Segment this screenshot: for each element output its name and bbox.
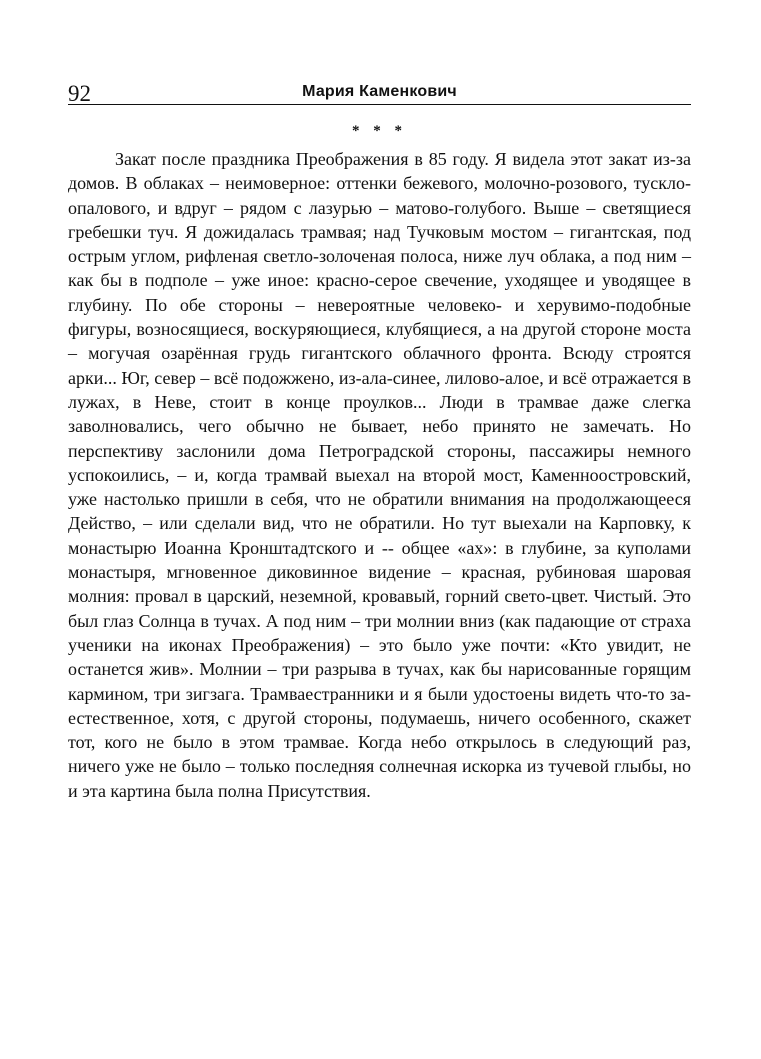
book-page — [68, 80, 691, 803]
section-separator: * * * — [352, 123, 407, 139]
page-header — [68, 80, 691, 105]
body-paragraph: Закат после праздника Преображения в 85 году. Я видела этот закат из-за домов. В облаках – неимоверное: оттенки бежевого, молочно-розового, тускло-опалового, и вдруг – рядом с лазурью – матово-голубого. Выше – светящиеся гребешки туч. Я дожидалась трамвая; над Тучковым мостом – гигантская, под острым углом, рифленая светло-золоченая полоса, ниже луч облака, а под ним – как бы в подполе – уже иное: красно-серое свечение, уходящее и уводящее в глубину. По обе стороны – невероятные человеко- и херувимо-подобные фигуры, возносящиеся, воскуряющиеся, клубящиеся, а на другой стороне моста – могучая озарённая грудь гигантского облачного фронта. Всюду строятся арки... Юг, север – всё подожжено, из-ала-синее, лилово-алое, и всё отражается в лужах, в Неве, стоит в конце проулков... Люди в трамвае даже слегка заволновались, чего обычно не бывает, небо принято не замечать. Но перспективу заслонили дома Петроградской стороны, пассажиры немного успокоились, – и, когда трамвай выехал на второй мост, Каменноостровский, уже настолько пришли в себя, что не обратили внимания на продолжающееся Действо, – или сделали вид, что не обратили. Но тут выехали на Карповку, к монастырю Иоанна Кронштадтского и -- общее «ах»: в глубине, за куполами монастыря, мгновенное диковинное видение – красная, рубиновая шаровая молния: провал в царский, неземной, кровавый, горний свето-цвет. Чистый. Это был глаз Солнца в тучах. А под ним – три молнии вниз (как падающие от страха ученики на иконах Преображения) – это было уже почти: «Кто увидит, не останется жив». Молнии – три разрыва в тучах, как бы нарисованные горящим кармином, три зигзага. Трамваестранники и я были удостоены видеть что-то за-естественное, хотя, с другой стороны, подумаешь, ничего особенного, скажет тот, кого не было в этом трамвае. Когда небо открылось в следующий раз, ничего уже не было – только последняя солнечная искорка из тучевой глыбы, но и эта картина была полна Присутствия. — [68, 149, 691, 801]
page-number: 92 — [68, 81, 91, 106]
running-head-author: Мария Каменкович — [302, 83, 457, 100]
